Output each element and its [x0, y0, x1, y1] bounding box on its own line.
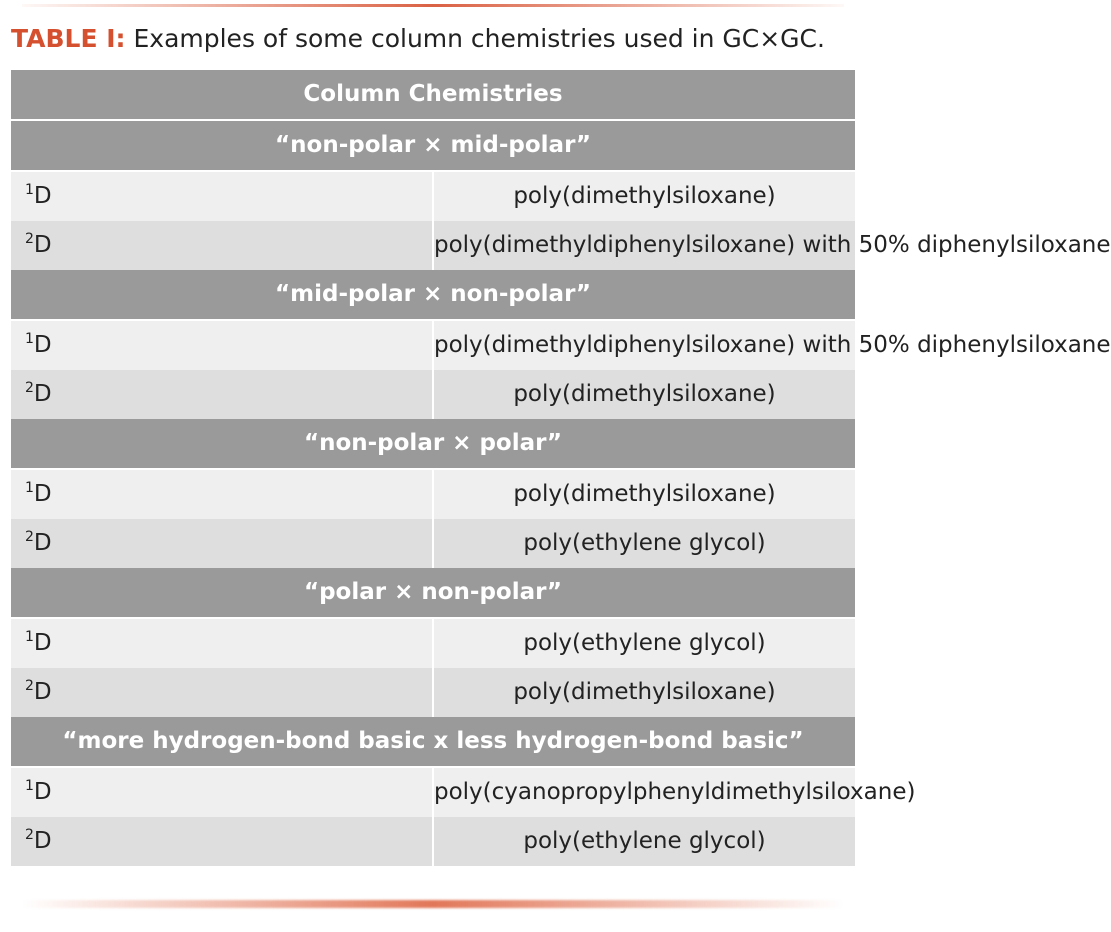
stationary-phase-cell: poly(ethylene glycol) [433, 817, 855, 866]
stationary-phase-cell: poly(ethylene glycol) [433, 618, 855, 668]
dimension-label: D [33, 630, 52, 656]
dimension-superscript: 2 [25, 827, 34, 843]
table-row [11, 221, 855, 270]
stationary-phase-cell: poly(dimethylsiloxane) [433, 370, 855, 419]
dimension-cell [11, 221, 433, 270]
group-header: “non-polar × polar” [11, 419, 855, 469]
dimension-cell [11, 817, 433, 866]
dimension-superscript: 1 [25, 629, 34, 645]
table-title-row [11, 70, 855, 120]
dimension-label: D [33, 828, 52, 854]
stationary-phase-cell: poly(ethylene glycol) [433, 519, 855, 568]
table-caption-label: TABLE I: [11, 24, 126, 53]
dimension-label: D [33, 381, 52, 407]
stationary-phase-cell: poly(dimethylsiloxane) [433, 469, 855, 519]
top-decorative-rule [22, 4, 844, 7]
stationary-phase-cell: poly(dimethyldiphenylsiloxane) with 50% diphenylsiloxane [433, 221, 855, 270]
table-row [11, 668, 855, 717]
table-row [11, 320, 855, 370]
dimension-superscript: 2 [25, 380, 34, 396]
dimension-cell [11, 320, 433, 370]
group-header: “mid-polar × non-polar” [11, 270, 855, 320]
bottom-decorative-rule [22, 900, 844, 908]
dimension-label: D [33, 530, 52, 556]
dimension-label: D [33, 779, 52, 805]
stationary-phase-cell: poly(dimethylsiloxane) [433, 668, 855, 717]
table-row [11, 767, 855, 817]
dimension-label: D [33, 679, 52, 705]
dimension-cell [11, 171, 433, 221]
dimension-cell [11, 767, 433, 817]
dimension-cell [11, 370, 433, 419]
dimension-label: D [33, 183, 52, 209]
stationary-phase-cell: poly(dimethyldiphenylsiloxane) with 50% diphenylsiloxane [433, 320, 855, 370]
dimension-cell [11, 668, 433, 717]
group-header-row [11, 568, 855, 618]
dimension-cell [11, 519, 433, 568]
dimension-label: D [33, 332, 52, 358]
table-row [11, 171, 855, 221]
table-row [11, 469, 855, 519]
dimension-superscript: 1 [25, 331, 34, 347]
stationary-phase-cell: poly(dimethylsiloxane) [433, 171, 855, 221]
table-caption-text: Examples of some column chemistries used in GC×GC. [125, 24, 825, 53]
dimension-superscript: 2 [25, 529, 34, 545]
dimension-superscript: 1 [25, 182, 34, 198]
table-row [11, 519, 855, 568]
stationary-phase-cell: poly(cyanopropylphenyldimethylsiloxane) [433, 767, 855, 817]
table-row [11, 817, 855, 866]
group-header: “more hydrogen-bond basic x less hydrogen-bond basic” [11, 717, 855, 767]
table-row [11, 370, 855, 419]
dimension-label: D [33, 481, 52, 507]
column-chemistries-table [11, 70, 1111, 866]
group-header-row [11, 419, 855, 469]
dimension-label: D [33, 232, 52, 258]
dimension-superscript: 1 [25, 480, 34, 496]
group-header-row [11, 270, 855, 320]
table-title: Column Chemistries [11, 70, 855, 120]
dimension-superscript: 2 [25, 678, 34, 694]
table-caption [11, 22, 825, 56]
dimension-superscript: 2 [25, 231, 34, 247]
group-header: “polar × non-polar” [11, 568, 855, 618]
table-row [11, 618, 855, 668]
dimension-cell [11, 618, 433, 668]
group-header: “non-polar × mid-polar” [11, 120, 855, 171]
group-header-row [11, 717, 855, 767]
group-header-row [11, 120, 855, 171]
dimension-cell [11, 469, 433, 519]
dimension-superscript: 1 [25, 778, 34, 794]
